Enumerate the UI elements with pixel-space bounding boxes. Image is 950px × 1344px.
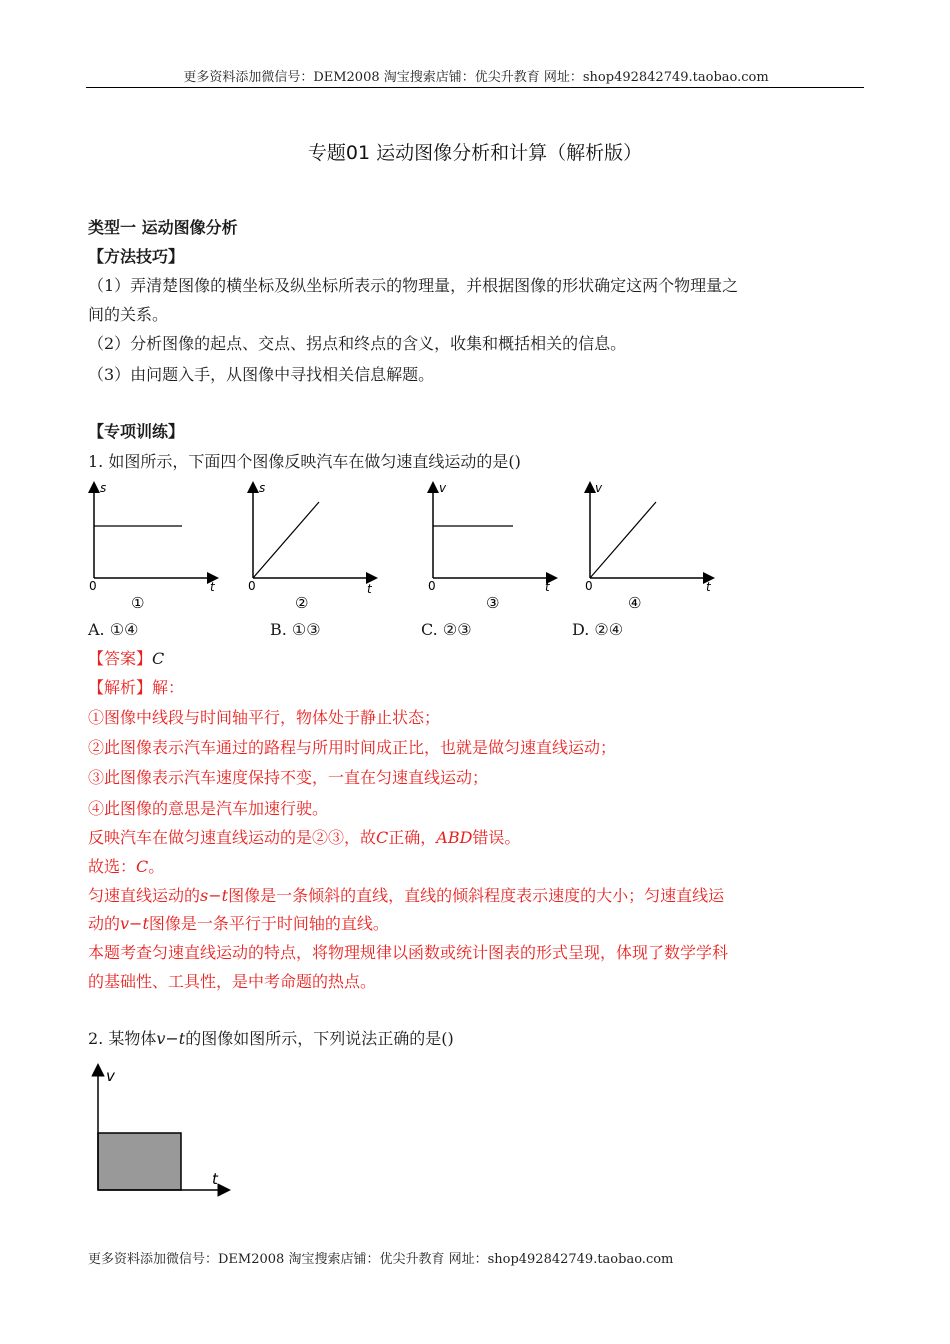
conclusion-mid: 正确， (388, 828, 437, 847)
q2-stem-post: 的图像如图所示，下列说法正确的是() (185, 1029, 454, 1048)
x-axis-label: t (706, 580, 711, 594)
conclusion-post: 错误。 (472, 828, 521, 847)
x-axis-label: t (212, 1170, 218, 1188)
note-line-4: 的基础性、工具性，是中考命题的热点。 (88, 972, 377, 991)
analysis-item-1: ①图像中线段与时间轴平行，物体处于静止状态； (88, 708, 441, 727)
option-c[interactable]: C. ②③ (421, 620, 472, 639)
q1-graph-3 (423, 478, 563, 613)
x-axis-label: t (210, 580, 215, 594)
note-line-1 (88, 886, 724, 906)
x-axis-label: t (545, 580, 550, 594)
conclusion-c: C (376, 828, 389, 847)
analysis-line (88, 678, 184, 698)
shaded-area (98, 1133, 181, 1190)
origin-label: 0 (89, 579, 97, 593)
select-post: 。 (148, 857, 165, 876)
y-axis-label: v (106, 1067, 115, 1085)
graph-number: ④ (628, 594, 642, 612)
note1-pre: 匀速直线运动的 (88, 886, 201, 905)
conclusion-pre: 反映汽车在做匀速直线运动的是②③，故 (88, 828, 377, 847)
header-rule (86, 87, 864, 88)
q1-stem: 1. 如图所示，下面四个图像反映汽车在做匀速直线运动的是() (88, 452, 521, 471)
graph-line (590, 502, 656, 578)
q1-graph-2 (243, 478, 383, 613)
page-title: 专题01 运动图像分析和计算（解析版） (307, 142, 643, 164)
select-pre: 故选： (88, 857, 137, 876)
note-line-2 (88, 914, 389, 934)
q2-stem-var: v−t (156, 1029, 186, 1048)
answer-value: C (152, 649, 165, 668)
option-b[interactable]: B. ①③ (270, 620, 321, 639)
q2-graph (88, 1060, 238, 1200)
y-axis-label: s (259, 481, 266, 495)
graph-number: ① (131, 594, 145, 612)
y-axis-label: s (100, 481, 107, 495)
note1-var: s−t (200, 886, 229, 905)
select-value: C (136, 857, 149, 876)
graph-line (253, 502, 319, 578)
y-axis-label: v (439, 481, 447, 495)
note2-var: v−t (120, 914, 149, 933)
method-line-4: （3）由问题入手，从图像中寻找相关信息解题。 (88, 365, 435, 384)
page-header: 更多资料添加微信号：DEM2008 淘宝搜索店铺：优尖升教育 网址：shop492842749.taobao.com (183, 70, 769, 85)
analysis-start: 解： (152, 678, 185, 697)
analysis-item-4: ④此图像的意思是汽车加速行驶。 (88, 799, 329, 818)
note-line-3: 本题考查匀速直线运动的特点，将物理规律以函数或统计图表的形式呈现，体现了数学学科 (88, 943, 729, 962)
methods-heading: 【方法技巧】 (88, 247, 185, 266)
method-line-1: （1）弄清楚图像的横坐标及纵坐标所表示的物理量，并根据图像的形状确定这两个物理量之 (88, 276, 739, 295)
origin-label: 0 (585, 579, 593, 593)
answer-label: 【答案】 (88, 649, 153, 668)
analysis-item-3: ③此图像表示汽车速度保持不变，一直在匀速直线运动； (88, 768, 489, 787)
analysis-label: 【解析】 (88, 678, 153, 697)
conclusion-line (88, 828, 520, 848)
q1-graph-4 (580, 478, 720, 613)
note2-post: 图像是一条平行于时间轴的直线。 (148, 914, 389, 933)
graph-number: ③ (486, 594, 500, 612)
y-axis-label: v (595, 481, 603, 495)
origin-label: 0 (428, 579, 436, 593)
answer-line (88, 649, 164, 669)
conclusion-abd: ABD (436, 828, 473, 847)
training-heading: 【专项训练】 (88, 422, 185, 441)
option-d[interactable]: D. ②④ (572, 620, 624, 639)
q1-graph-1 (84, 478, 224, 613)
note1-post: 图像是一条倾斜的直线，直线的倾斜程度表示速度的大小；匀速直线运 (228, 886, 725, 905)
q2-stem (88, 1029, 454, 1049)
option-a[interactable]: A. ①④ (88, 620, 139, 639)
x-axis-label: t (367, 582, 372, 596)
method-line-2: 间的关系。 (88, 305, 169, 324)
page-footer: 更多资料添加微信号：DEM2008 淘宝搜索店铺：优尖升教育 网址：shop492842749.taobao.com (88, 1252, 674, 1267)
method-line-3: （2）分析图像的起点、交点、拐点和终点的含义，收集和概括相关的信息。 (88, 334, 627, 353)
section-heading: 类型一 运动图像分析 (88, 218, 238, 237)
graph-number: ② (295, 594, 309, 612)
note2-pre: 动的 (88, 914, 121, 933)
analysis-item-2: ②此图像表示汽车通过的路程与所用时间成正比，也就是做匀速直线运动； (88, 738, 617, 757)
select-line (88, 857, 164, 877)
origin-label: 0 (248, 579, 256, 593)
q2-stem-pre: 2. 某物体 (88, 1029, 157, 1048)
